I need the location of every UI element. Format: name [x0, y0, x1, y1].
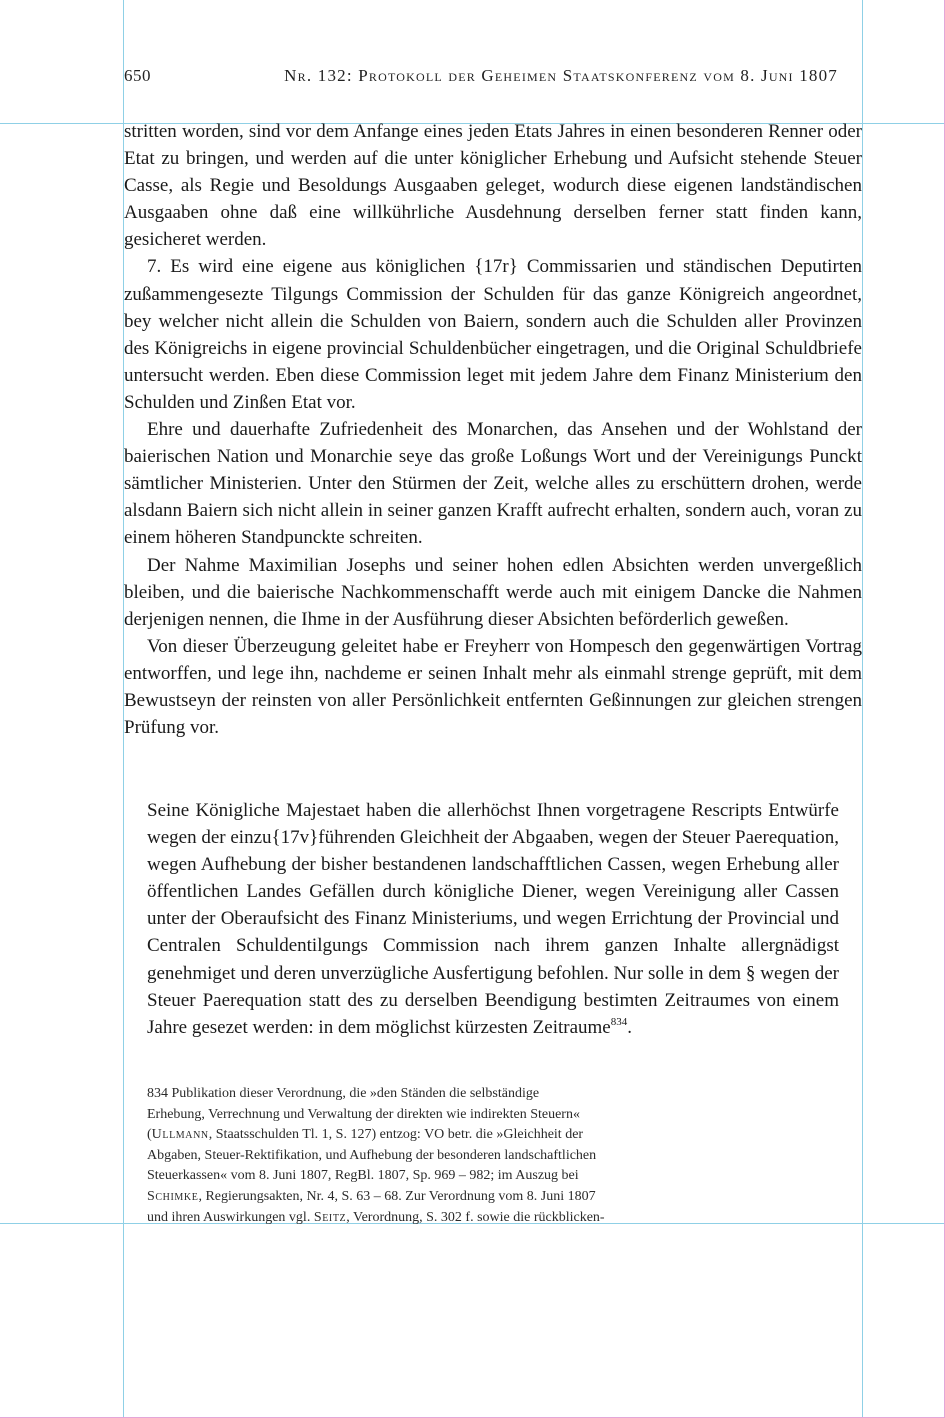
footnote-text: , Staatsschulden Tl. 1, S. 127) entzog: VO betr. die »Gleichheit der — [208, 1127, 584, 1143]
footnote-line — [147, 1208, 707, 1229]
main-text — [124, 118, 862, 741]
footnote-author: Schimke — [147, 1188, 199, 1204]
footnote-line: Erhebung, Verrechnung und Verwaltung der direkten wie indirekten Steuern« — [147, 1106, 580, 1122]
running-header — [124, 66, 838, 90]
footnote-line: Steuerkassen« vom 8. Juni 1807, RegBl. 1807, Sp. 969 – 982; im Auszug bei — [147, 1168, 579, 1184]
footnote-line — [147, 1125, 707, 1146]
footnote-text: und ihren Auswirkungen vgl. — [147, 1209, 314, 1225]
paragraph-hompesch: Von dieser Überzeugung geleitet habe er Freyherr von Hompesch den gegenwärtigen Vortrag entworffen, und lege ihn, nachdeme er seinen Inhalt mehr als einmahl strenge geprüft, mit dem Bewustseyn der reinsten von aller Persönlichkeit entfernten Geßinnungen zur gleichen strengen Prüfung vor. — [124, 635, 862, 739]
footnote-834 — [147, 1084, 707, 1228]
footnote-text: , Regierungsakten, Nr. 4, S. 63 – 68. Zur Verordnung vom 8. Juni 1807 — [198, 1188, 596, 1204]
resolution-end: . — [627, 1016, 632, 1038]
paragraph-continuation: stritten worden, sind vor dem Anfange eines jeden Etats Jahres in einen besonderen Renner oder Etat zu bringen, und werden auf die unter königlicher Erhebung und Aufsicht stehende Steuer Casse, als Regie und Besoldungs Ausgaaben geleget, wodurch diese eigenen landständischen Ausgaaben ohne daß eine willkührliche Ausdehnung derselben ferner statt finden kann, gesicheret werden. — [124, 121, 862, 251]
footnote-author: Seitz — [313, 1209, 347, 1225]
footnote-line — [147, 1187, 707, 1208]
footnote-text: ( — [147, 1127, 152, 1143]
resolution-text: Seine Königliche Majestaet haben die allerhöchst Ihnen vorgetragene Rescripts Entwürfe wegen der einzu{17v}führenden Gleichheit der Abgaaben, wegen der Steuer Paerequation, wegen Aufhebung der bisher bestandenen landschafftlichen Cassen, wegen Erhebung aller öffentlichen Landes Gefällen durch königliche Diener, wegen Vereinigung aller Cassen unter der Oberaufsicht des Finanz Ministeriums, und wegen Errichtung der Provincial und Centralen Schuldentilgungs Commission nach ihrem ganzen Inhalte allergnädigst genehmiget und deren unverzügliche Ausfertigung befohlen. Nur solle in dem § wegen der Steuer Paerequation statt des zu derselben Beendigung bestimten Zeitraumes von einem Jahre gesezet werden: in dem möglichst kürzesten Zeitraume — [147, 800, 839, 1038]
royal-resolution — [147, 797, 839, 1041]
footnote-reference[interactable]: 834 — [610, 1015, 628, 1028]
footnote-line: 834 Publikation dieser Verordnung, die »den Ständen die selbständige — [147, 1086, 540, 1101]
paragraph-item-7: 7. Es wird eine eigene aus königlichen {17r} Commissarien und ständischen Deputirten zußammengesezte Tilgungs Commission der Schulden für das ganze Königreich angeordnet, bey welcher nicht allein die Schulden von Baiern, sondern auch die Schulden aller Provinzen des Königreichs in eigene provincial Schuldenbücher eingetragen, und die Original Schuldbriefe untersucht werden. Eben diese Commission leget mit jedem Jahre dem Finanz Ministerium den Schulden und Zinßen Etat vor. — [124, 256, 862, 413]
footnote-author: Ullmann — [151, 1127, 209, 1143]
page-number: 650 — [124, 66, 151, 85]
footnote-text: , Verordnung, S. 302 f. sowie die rückblicken- — [346, 1209, 605, 1225]
paragraph-maximilian: Der Nahme Maximilian Josephs und seiner hohen edlen Absichten werden unvergeßlich bleiben, und die baierische Nachkommenschafft werde auch mit einigem Dancke die Nahmen derjenigen nennen, die Ihme in der Ausführung dieser Absichten beförderlich geweßen. — [124, 554, 862, 630]
running-title: Nr. 132: Protokoll der Geheimen Staatskonferenz vom 8. Juni 1807 — [284, 66, 838, 85]
paragraph-honour: Ehre und dauerhafte Zufriedenheit des Monarchen, das Ansehen und der Wohlstand der baierischen Nation und Monarchie seye das große Loßungs Wort und der Vereinigungs Punckt sämtlicher Ministerien. Unter den Stürmen der Zeit, welche alles zu erschüttern drohen, werde alsdann Baiern sich nicht allein in seiner ganzen Krafft aufrecht erhalten, sondern auch, voran zu einem höheren Standpunckte schreiten. — [124, 419, 862, 549]
footnote-line: Abgaben, Steuer-Rektifikation, und Aufhebung der besonderen landschaftlichen — [147, 1147, 597, 1163]
guide-right — [862, 0, 863, 1418]
